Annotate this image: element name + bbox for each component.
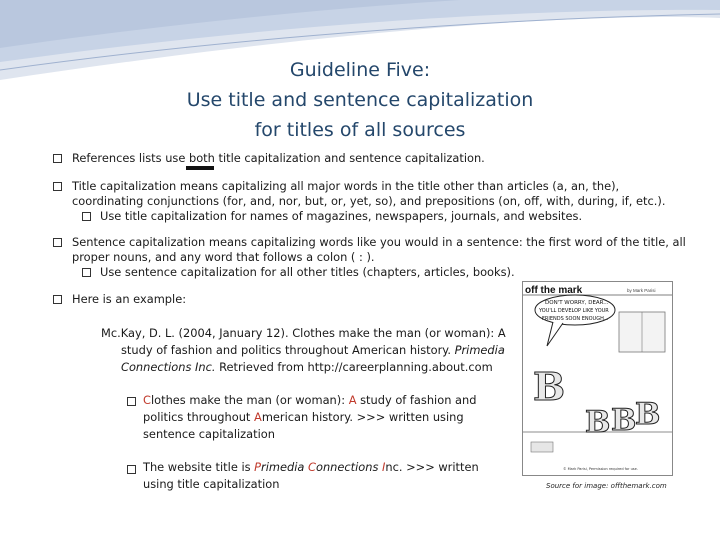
comic-speech-2: YOU'LL DEVELOP LIKE YOUR <box>539 308 609 314</box>
bullet-sentence-cap-line1: Sentence capitalization means capitalizing words like you would in a sentence: the first word of the title, all <box>72 235 686 249</box>
bullet-title-cap-line1: Title capitalization means capitalizing all major words in the title other than articles (a, an, the), <box>72 179 620 193</box>
sub-bullet-marker <box>127 465 136 474</box>
example-title-cap: The website title is Primedia Connections Inc. >>> written using title capitalization <box>143 460 479 491</box>
bullet-marker <box>53 182 62 191</box>
sub-bullet-title-cap: Use title capitalization for names of magazines, newspapers, journals, and websites. <box>100 209 583 223</box>
slide-title <box>80 55 640 145</box>
image-source-caption: Source for image: offthemark.com <box>546 482 667 490</box>
bullet-example: Here is an example: <box>72 292 187 306</box>
comic-speech-3: FRIENDS SOON ENOUGH... <box>542 316 609 322</box>
bullet-sentence-cap-line2: proper nouns, and any word that follows a colon ( : ). <box>72 250 375 264</box>
comic-byline: by Mark Parisi <box>627 288 656 293</box>
example-sentence-cap: Clothes make the man (or woman): A study of fashion and politics throughout American history. >>> written using sentence capitalization <box>143 393 477 441</box>
sub-bullet-marker <box>82 212 91 221</box>
reference-line-1: Mc.Kay, D. L. (2004, January 12). Clothes make the man (or woman): A <box>101 326 506 340</box>
comic-letter-kid: B <box>585 405 611 440</box>
comic-letter-kid: B <box>635 397 661 432</box>
reference-line-3: Connections Inc. Retrieved from http://careerplanning.about.com <box>121 360 493 374</box>
title-line-1: Guideline Five: <box>289 59 431 81</box>
journal-name-part2: Connections Inc. <box>121 360 216 374</box>
comic-copyright: © Mark Parisi, Permission required for use. <box>563 467 638 471</box>
sub-bullet-sentence-cap: Use sentence capitalization for all other titles (chapters, articles, books). <box>100 265 515 279</box>
comic-speech-1: DON'T WORRY, DEAR... <box>545 300 609 306</box>
bullet-marker <box>53 295 62 304</box>
bullet-marker <box>53 154 62 163</box>
title-line-2: Use title and sentence capitalization <box>186 89 534 111</box>
reference-line-2: study of fashion and politics throughout American history. Primedia <box>121 343 505 357</box>
emphasis-bar <box>186 166 214 170</box>
comic-brand: off the mark <box>525 285 583 296</box>
title-line-3: for titles of all sources <box>254 119 466 141</box>
comic-letter-kid: B <box>611 403 637 438</box>
comic-letter-mom: B <box>533 364 566 409</box>
bullet-references: References lists use both title capitalization and sentence capitalization. <box>72 151 485 165</box>
sub-bullet-marker <box>82 268 91 277</box>
bullet-marker <box>53 238 62 247</box>
comic-illustration <box>523 282 672 475</box>
comic-image <box>522 281 673 476</box>
bullet-title-cap-line2: coordinating conjunctions (for, and, nor, but, or, yet, so), and prepositions (on, off, with, during, if, etc.). <box>72 194 666 208</box>
journal-name-part1: Primedia <box>454 343 505 357</box>
sub-bullet-marker <box>127 397 136 406</box>
reference-entry <box>101 325 513 376</box>
